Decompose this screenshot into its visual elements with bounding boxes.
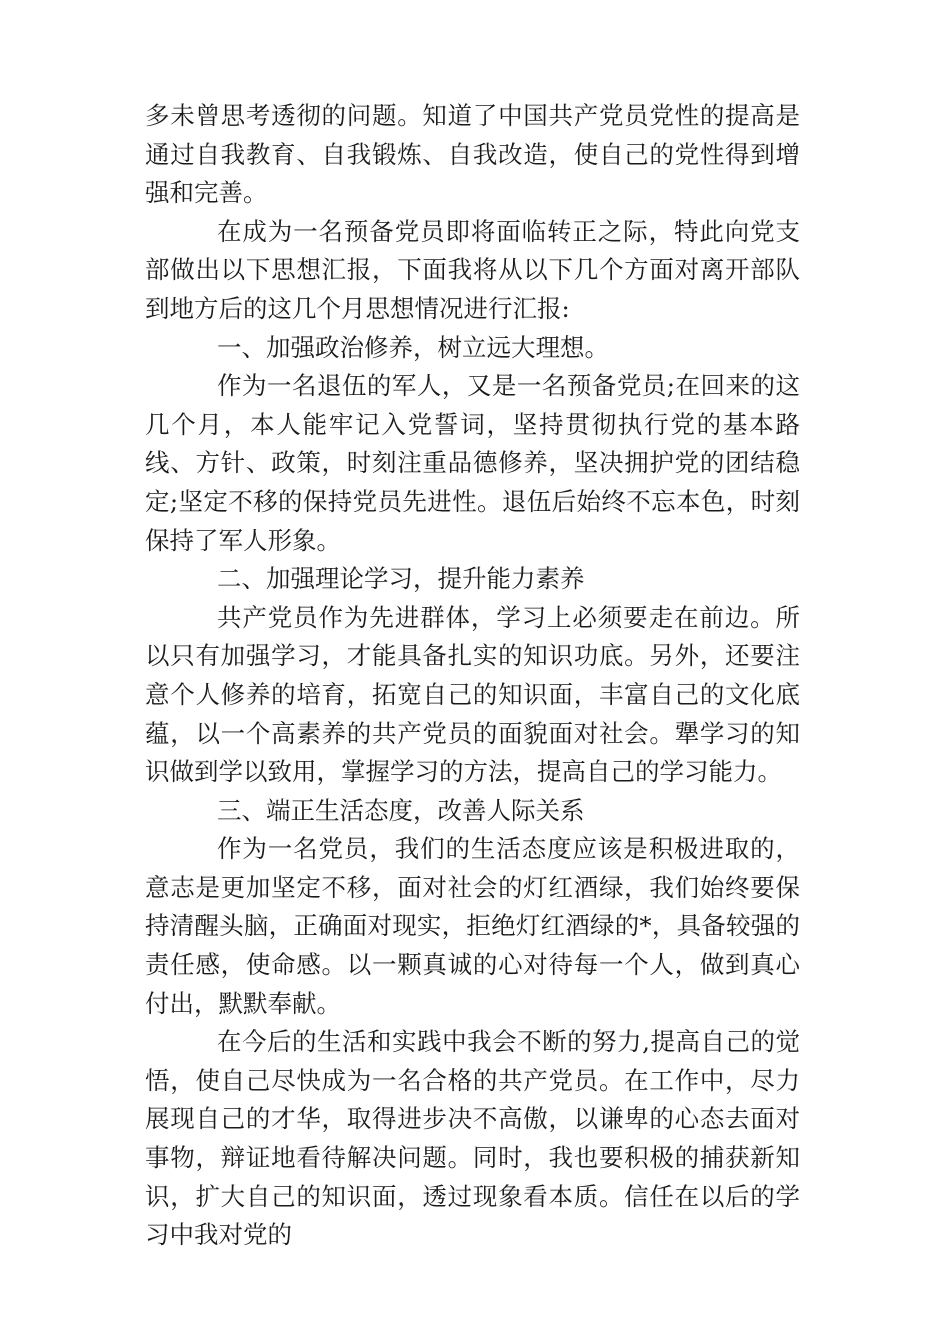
paragraph-section-2: 共产党员作为先进群体，学习上必须要走在前边。所以只有加强学习，才能具备扎实的知识功底。另外，还要注意个人修养的培育，拓宽自己的知识面，丰富自己的文化底蕴，以一个高素养的共产党员的面貌面对社会。犟学习的知识做到学以致用，掌握学习的方法，提高自己的学习能力。 <box>145 602 800 787</box>
section-heading-2: 二、加强理论学习，提升能力素养 <box>217 564 585 594</box>
document-body <box>145 97 800 1255</box>
paragraph-section-3: 作为一名党员，我们的生活态度应该是积极进取的，意志是更加坚定不移，面对社会的灯红酒绿，我们始终要保持清醒头脑，正确面对现实，拒绝灯红酒绿的*，具备较强的责任感，使命感。以一颗真诚的心对待每一个人，做到真心付出，默默奉献。 <box>145 834 800 1018</box>
paragraph-continuation: 多未曾思考透彻的问题。知道了中国共产党员党性的提高是通过自我教育、自我锻炼、自我改造，使自己的党性得到增强和完善。 <box>145 101 800 208</box>
paragraph-conclusion: 在今后的生活和实践中我会不断的努力,提高自己的觉悟，使自己尽快成为一名合格的共产党员。在工作中，尽力展现自己的才华，取得进步决不高傲，以谦卑的心态去面对事物，辩证地看待解决问题。同时，我也要积极的捕获新知识，扩大自己的知识面，透过现象看本质。信任在以后的学习中我对党的 <box>145 1027 800 1250</box>
section-heading-3: 三、端正生活态度，改善人际关系 <box>217 795 585 825</box>
paragraph-section-1: 作为一名退伍的军人，又是一名预备党员;在回来的这几个月，本人能牢记入党誓词，坚持贯彻执行党的基本路线、方针、政策，时刻注重品德修养，坚决拥护党的团结稳定;坚定不移的保持党员先进性。退伍后始终不忘本色，时刻保持了军人形象。 <box>145 371 800 555</box>
section-heading-1: 一、加强政治修养，树立远大理想。 <box>217 332 609 362</box>
paragraph-intro: 在成为一名预备党员即将面临转正之际，特此向党支部做出以下思想汇报，下面我将从以下几个方面对离开部队到地方后的这几个月思想情况进行汇报: <box>145 216 800 323</box>
